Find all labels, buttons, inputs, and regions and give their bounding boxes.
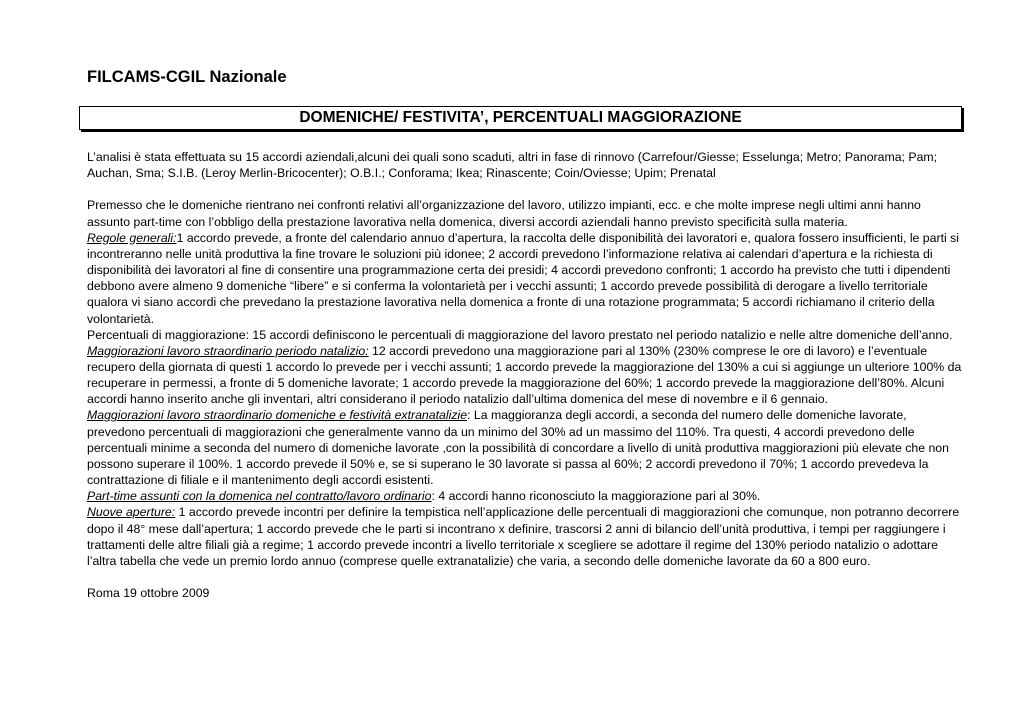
section-text: 12 accordi prevedono una maggiorazione pari al 130% (230% comprese le ore di lavoro) e l’eventuale recupero della giornata di questi 1 accordo lo prevede per i vecchi assunti; 1 accordo prevede la maggiorazione del 130% a cui si aggiunge un ulteriore 100% da recuperare in permessi, a fronte di 5 domeniche lavorate; 1 accordo prevede la maggiorazione del 60%; 1 accordo prevede la maggiorazione dell’80%. Alcuni accordi hanno inserito anche gli inventari, altri considerano il periodo natalizio dall’ultima domenica del mese di novembre e il 6 gennaio. (87, 343, 962, 407)
section-heading: Regole generali: (87, 230, 177, 245)
section-periodo-natalizio (87, 343, 967, 408)
document-body (87, 149, 967, 601)
section-part-time (87, 488, 967, 504)
title-box (79, 106, 962, 130)
section-percentuali: Percentuali di maggiorazione: 15 accordi definiscono le percentuali di maggiorazione del lavoro prestato nel periodo natalizio e nelle altre domeniche dell’anno. (87, 327, 953, 342)
intro-paragraph: L’analisi è stata effettuata su 15 accordi aziendali,alcuni dei quali sono scaduti, altri in fase di rinnovo (Carrefour/Giesse; Esselunga; Metro; Panorama; Pam; Auchan, Sma; S.I.B. (Leroy Merlin-Bricocenter); O.B.I.; Conforama; Ikea; Rinascente; Coin/Oviesse; Upim; Prenatal (87, 150, 938, 181)
section-text: 1 accordo prevede incontri per definire la tempistica nell’applicazione delle percentuali di maggiorazioni che comunque, non potranno decorrere dopo il 48° mese dall’apertura; 1 accordo prevede che le parti si incontrano x definire, trascorsi 2 anni di bilancio dell’unità produttiva, i tempi per raggiungere i trattamenti delle altre filiali già a regime; 1 accordo prevede incontri a livello territoriale x scegliere se adottare il regime del 130% periodo natalizio o adottare l’altra tabella che vede un premio lordo annuo (comprese quelle extranatalizie) che varia, a secondo delle domeniche lavorate da 60 a 800 euro. (87, 505, 960, 568)
section-text: : La maggioranza degli accordi, a seconda del numero delle domeniche lavorate, prevedono percentuali di maggiorazioni che generalmente vanno da un minimo del 30% ad un massimo del 110%. Tra questi, 4 accordi prevedono delle percentuali minime a seconda del numero di domeniche lavorate ,con la possibilità di concordare a livello di unità produttiva maggiorazioni più elevate che non possono superare il 100%. 1 accordo prevede il 50% e, se si superano le 30 lavorate si passa al 60%; 2 accordi prevedono il 70%; 1 accordo prevedeva la contrattazione di filiale e il mantenimento degli accordi esistenti. (87, 408, 949, 488)
spacer (87, 569, 967, 585)
document-date: Roma 19 ottobre 2009 (87, 586, 210, 601)
section-heading: Maggiorazioni lavoro straordinario periodo natalizio: (87, 343, 369, 358)
section-text: : 4 accordi hanno riconosciuto la maggiorazione pari al 30%. (431, 489, 761, 504)
organization-name: FILCAMS-CGIL Nazionale (87, 68, 287, 86)
section-heading: Nuove aperture: (87, 505, 176, 520)
premise-paragraph: Premesso che le domeniche rientrano nei confronti relativi all’organizzazione del lavoro, utilizzo impianti, ecc. e che molte imprese negli ultimi anni hanno assunto part-time con l’obbligo della prestazione lavorativa nella domenica, diversi accordi aziendali hanno previsto specificità sulla materia. (87, 198, 921, 229)
section-regole-generali (87, 230, 967, 327)
section-heading: Part-time assunti con la domenica nel contratto/lavoro ordinario (87, 489, 432, 504)
section-nuove-aperture (87, 504, 967, 569)
document-title: DOMENICHE/ FESTIVITA’, PERCENTUALI MAGGIORAZIONE (299, 109, 742, 126)
section-extranatalizie (87, 407, 967, 488)
spacer (87, 181, 967, 197)
section-text: 1 accordo prevede, a fronte del calendario annuo d’apertura, la raccolta delle disponibilità dei lavoratori e, qualora fossero insufficienti, le parti si incontreranno nelle unità produttiva la fine trovare le soluzioni più idonee; 2 accordi prevedono l’informazione relativa ai calendari d’apertura e la richiesta di disponibilità dei lavoratori al fine di consentire una programmazione certa dei presidi; 4 accordi prevedono confronti; 1 accordo ha previsto che tutti i dipendenti debbono avere almeno 9 domeniche “libere” e si conferma la volontarietà per i vecchi assunti; 1 accordo prevede possibilità di derogare a livello territoriale qualora vi siano accordi che prevedano la prestazione lavorativa nella domenica a fronte di una rotazione programmata; 5 accordi richiamano il criterio della volontarietà. (87, 230, 960, 326)
section-heading: Maggiorazioni lavoro straordinario domeniche e festività extranatalizie (87, 408, 468, 423)
